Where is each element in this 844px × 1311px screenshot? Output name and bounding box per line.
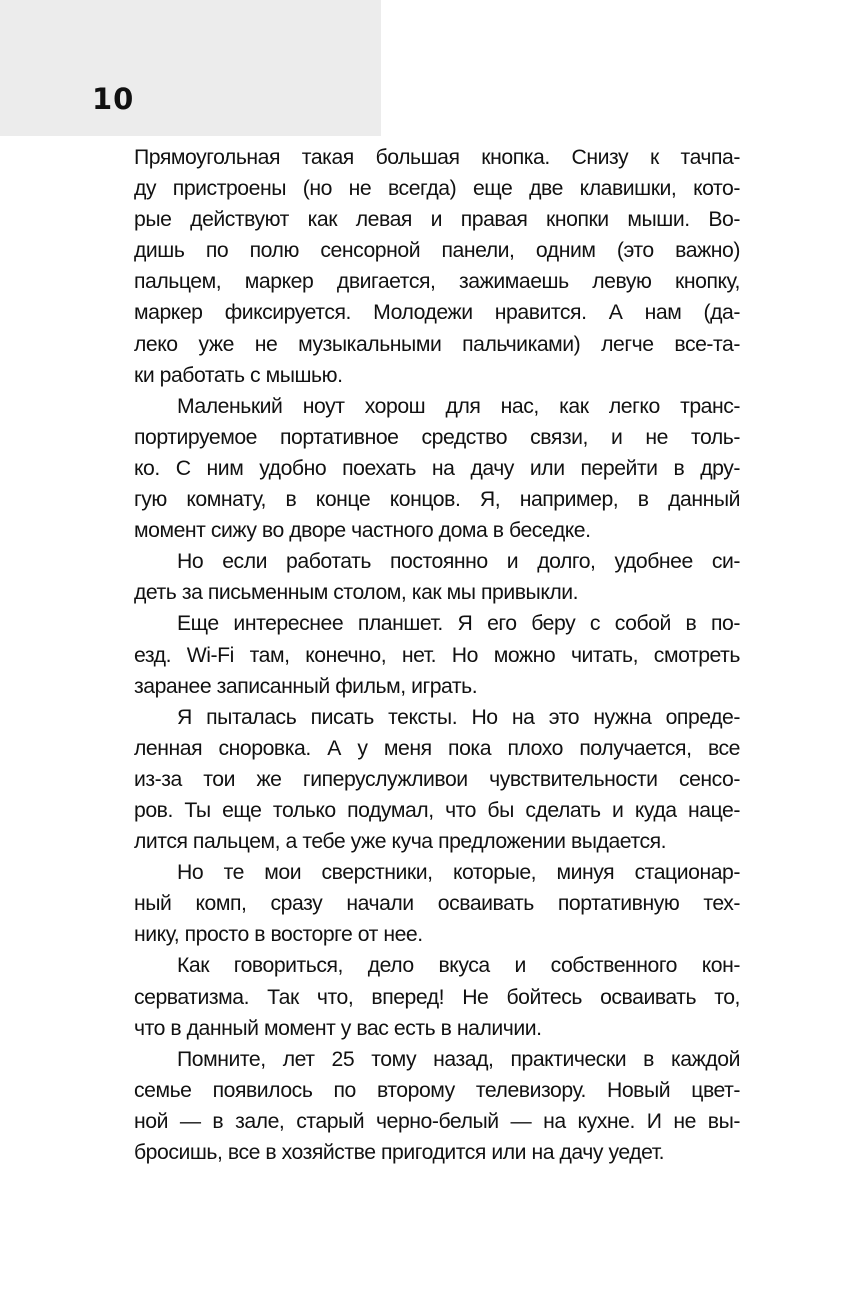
text-line: ки работать с мышью. — [134, 363, 343, 387]
paragraph — [134, 857, 740, 950]
body-text — [134, 142, 740, 1168]
paragraph — [134, 702, 740, 857]
text-line: ной — в зале, старый черно-белый — на кухне. И не вы- — [134, 1109, 740, 1133]
text-line: леко уже не музыкальными пальчиками) легче все-та- — [134, 332, 740, 356]
text-line: ров. Ты еще только подумал, что бы сделать и куда наце- — [134, 798, 740, 822]
text-line: пальцем, маркер двигается, зажимаешь левую кнопку, — [134, 270, 740, 294]
paragraph — [134, 608, 740, 701]
text-line: момент сижу во дворе частного дома в беседке. — [134, 519, 591, 543]
text-line: портируемое портативное средство связи, и не толь- — [134, 425, 740, 449]
text-line: из-за тои же гиперуслужливои чувствительности сенсо- — [134, 767, 740, 791]
text-line: рые действуют как левая и правая кнопки мыши. Во- — [134, 208, 740, 232]
page-number-box — [0, 0, 381, 136]
text-line: дишь по полю сенсорной панели, одним (это важно) — [134, 239, 740, 263]
text-line: маркер фиксируется. Молодежи нравится. А нам (да- — [134, 301, 740, 325]
text-line: бросишь, все в хозяйстве пригодится или на дачу уедет. — [134, 1141, 665, 1164]
text-line: Я пыталась писать тексты. Но на это нужна опреде- — [177, 705, 740, 729]
text-line: Маленький ноут хорош для нас, как легко транс- — [177, 394, 740, 418]
text-line: Как говориться, дело вкуса и собственного кон- — [177, 954, 740, 978]
text-line: что в данный момент у вас есть в наличии. — [134, 1016, 542, 1040]
text-line: ко. С ним удобно поехать на дачу или перейти в дру- — [134, 456, 740, 480]
text-line: Но если работать постоянно и долго, удобнее си- — [177, 550, 740, 574]
text-line: ду пристроены (но не всегда) еще две клавишки, кото- — [134, 177, 740, 201]
text-line: Еще интереснее планшет. Я его беру с собой в по- — [177, 612, 740, 636]
text-line: Но те мои сверстники, которые, минуя стационар- — [177, 861, 740, 885]
page-number: 10 — [92, 82, 135, 116]
text-line: нику, просто в восторге от нее. — [134, 923, 423, 947]
text-line: ленная сноровка. А у меня пока плохо получается, все — [134, 736, 740, 760]
paragraph — [134, 1044, 740, 1168]
text-line: ный комп, сразу начали осваивать портативную тех- — [134, 892, 740, 916]
text-line: серватизма. Так что, вперед! Не бойтесь осваивать то, — [134, 985, 740, 1009]
text-line: семье появилось по второму телевизору. Новый цвет- — [134, 1078, 740, 1102]
paragraph — [134, 546, 740, 608]
text-line: гую комнату, в конце концов. Я, например, в данный — [134, 488, 740, 512]
paragraph — [134, 950, 740, 1043]
text-line: езд. Wi-Fi там, конечно, нет. Но можно читать, смотреть — [134, 643, 740, 667]
text-line: Помните, лет 25 тому назад, практически в каждой — [177, 1047, 740, 1071]
paragraph — [134, 142, 740, 391]
text-line: Прямоугольная такая большая кнопка. Снизу к тачпа- — [134, 146, 740, 169]
text-line: заранее записанный фильм, играть. — [134, 674, 478, 698]
text-line: лится пальцем, а тебе уже куча предложении выдается. — [134, 830, 667, 854]
paragraph — [134, 391, 740, 546]
text-line: деть за письменным столом, как мы привыкли. — [134, 581, 579, 605]
